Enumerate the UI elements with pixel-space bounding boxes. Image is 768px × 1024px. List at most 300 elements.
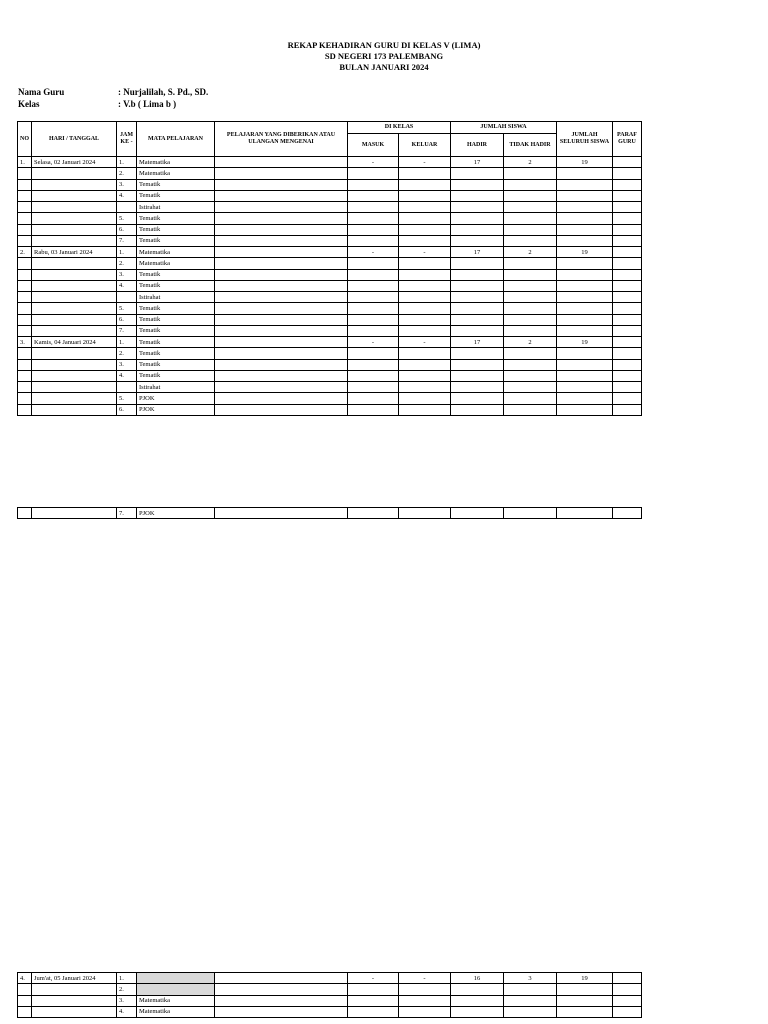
pelajaran-cell bbox=[215, 370, 348, 381]
keluar-cell bbox=[399, 325, 451, 336]
no-cell bbox=[18, 1006, 32, 1017]
date-cell bbox=[32, 348, 117, 359]
table-row bbox=[18, 404, 642, 415]
paraf-cell bbox=[613, 258, 642, 269]
mapel-cell: Matematika bbox=[137, 157, 215, 168]
jam-cell: 5. bbox=[117, 213, 137, 224]
teacher-name-row bbox=[18, 87, 208, 97]
pelajaran-cell bbox=[215, 157, 348, 168]
jam-cell: 2. bbox=[117, 168, 137, 179]
jam-cell: 5. bbox=[117, 303, 137, 314]
date-cell bbox=[32, 269, 117, 280]
col-jam: JAM KE - bbox=[117, 122, 137, 157]
mapel-cell: Tematik bbox=[137, 179, 215, 190]
col-pelajaran: PELAJARAN YANG DIBERIKAN ATAU ULANGAN MENGENAI bbox=[215, 122, 348, 157]
mapel-cell: Istirahat bbox=[137, 292, 215, 303]
masuk-cell bbox=[348, 359, 399, 370]
tidak-hadir-cell bbox=[504, 393, 557, 404]
jumlah-cell bbox=[557, 213, 613, 224]
tidak-hadir-cell bbox=[504, 995, 557, 1006]
pelajaran-cell bbox=[215, 280, 348, 291]
no-cell bbox=[18, 179, 32, 190]
mapel-cell: Istirahat bbox=[137, 382, 215, 393]
title-line-1: REKAP KEHADIRAN GURU DI KELAS V (LIMA) bbox=[287, 40, 481, 50]
jumlah-cell: 19 bbox=[557, 337, 613, 348]
pelajaran-cell bbox=[215, 292, 348, 303]
no-cell bbox=[18, 393, 32, 404]
paraf-cell bbox=[613, 280, 642, 291]
jumlah-cell bbox=[557, 303, 613, 314]
jumlah-cell bbox=[557, 292, 613, 303]
table-row bbox=[18, 190, 642, 201]
paraf-cell bbox=[613, 213, 642, 224]
keluar-cell bbox=[399, 213, 451, 224]
date-cell bbox=[32, 325, 117, 336]
hadir-cell bbox=[451, 179, 504, 190]
keluar-cell bbox=[399, 303, 451, 314]
jumlah-cell bbox=[557, 995, 613, 1006]
mapel-cell: Matematika bbox=[137, 247, 215, 258]
date-cell bbox=[32, 280, 117, 291]
no-cell bbox=[18, 359, 32, 370]
tidak-hadir-cell bbox=[504, 190, 557, 201]
col-hari: HARI / TANGGAL bbox=[32, 122, 117, 157]
table-row bbox=[18, 247, 642, 258]
pelajaran-cell bbox=[215, 314, 348, 325]
masuk-cell bbox=[348, 314, 399, 325]
tidak-hadir-cell: 3 bbox=[504, 973, 557, 984]
jumlah-cell bbox=[557, 280, 613, 291]
mapel-cell bbox=[137, 973, 215, 984]
tidak-hadir-cell bbox=[504, 404, 557, 415]
hadir-cell bbox=[451, 393, 504, 404]
keluar-cell: - bbox=[399, 157, 451, 168]
jam-cell: 4. bbox=[117, 370, 137, 381]
paraf-cell bbox=[613, 382, 642, 393]
paraf-cell bbox=[613, 1006, 642, 1017]
jam-cell: 2. bbox=[117, 984, 137, 995]
paraf-cell bbox=[613, 337, 642, 348]
mapel-cell: Matematika bbox=[137, 1006, 215, 1017]
report-title bbox=[0, 40, 768, 73]
col-paraf: PARAF GURU bbox=[613, 122, 642, 157]
keluar-cell bbox=[399, 235, 451, 246]
class-label: Kelas bbox=[18, 99, 40, 109]
date-cell bbox=[32, 995, 117, 1006]
date-cell bbox=[32, 382, 117, 393]
no-cell bbox=[18, 984, 32, 995]
keluar-cell bbox=[399, 348, 451, 359]
title-line-2: SD NEGERI 173 PALEMBANG bbox=[324, 51, 444, 61]
date-cell bbox=[32, 370, 117, 381]
keluar-cell bbox=[399, 1006, 451, 1017]
hadir-cell bbox=[451, 348, 504, 359]
jumlah-cell bbox=[557, 359, 613, 370]
jam-cell: 6. bbox=[117, 404, 137, 415]
table-row bbox=[18, 235, 642, 246]
paraf-cell bbox=[613, 292, 642, 303]
keluar-cell: - bbox=[399, 973, 451, 984]
tidak-hadir-cell bbox=[504, 984, 557, 995]
jam-cell: 5. bbox=[117, 393, 137, 404]
date-cell bbox=[32, 303, 117, 314]
col-mapel: MATA PELAJARAN bbox=[137, 122, 215, 157]
hadir-cell bbox=[451, 325, 504, 336]
no-cell bbox=[18, 168, 32, 179]
jam-cell bbox=[117, 292, 137, 303]
title-line-3: BULAN JANUARI 2024 bbox=[339, 62, 429, 72]
masuk-cell bbox=[348, 258, 399, 269]
no-cell bbox=[18, 404, 32, 415]
masuk-cell bbox=[348, 348, 399, 359]
pelajaran-cell bbox=[215, 393, 348, 404]
tidak-hadir-cell bbox=[504, 168, 557, 179]
date-cell: Rabu, 03 Januari 2024 bbox=[32, 247, 117, 258]
no-cell bbox=[18, 348, 32, 359]
masuk-cell bbox=[348, 179, 399, 190]
table-row bbox=[18, 213, 642, 224]
class-value: : V.b ( Lima b ) bbox=[118, 99, 177, 109]
tidak-hadir-cell bbox=[504, 348, 557, 359]
jam-cell: 3. bbox=[117, 995, 137, 1006]
table-row bbox=[18, 1006, 642, 1017]
table-row bbox=[18, 348, 642, 359]
jam-cell: 2. bbox=[117, 348, 137, 359]
pelajaran-cell bbox=[215, 325, 348, 336]
paraf-cell bbox=[613, 359, 642, 370]
masuk-cell bbox=[348, 382, 399, 393]
table-row bbox=[18, 382, 642, 393]
date-cell bbox=[32, 190, 117, 201]
paraf-cell bbox=[613, 995, 642, 1006]
col-jumlah-seluruh: JUMLAH SELURUH SISWA bbox=[557, 122, 613, 157]
date-cell: Selasa, 02 Januari 2024 bbox=[32, 157, 117, 168]
tidak-hadir-cell: 2 bbox=[504, 337, 557, 348]
jumlah-cell bbox=[557, 235, 613, 246]
date-cell bbox=[32, 213, 117, 224]
keluar-cell: - bbox=[399, 247, 451, 258]
class-row bbox=[18, 99, 176, 109]
hadir-cell bbox=[451, 370, 504, 381]
pelajaran-cell bbox=[215, 984, 348, 995]
no-cell bbox=[18, 269, 32, 280]
tidak-hadir-cell bbox=[504, 269, 557, 280]
masuk-cell bbox=[348, 370, 399, 381]
keluar-cell bbox=[399, 382, 451, 393]
hadir-cell bbox=[451, 202, 504, 213]
masuk-cell: - bbox=[348, 157, 399, 168]
table-row bbox=[18, 303, 642, 314]
jumlah-cell: 19 bbox=[557, 973, 613, 984]
continuation-table bbox=[17, 507, 642, 519]
date-cell bbox=[32, 314, 117, 325]
jumlah-cell bbox=[557, 224, 613, 235]
tidak-hadir-cell bbox=[504, 213, 557, 224]
keluar-cell bbox=[399, 179, 451, 190]
jam-cell: 3. bbox=[117, 359, 137, 370]
keluar-cell bbox=[399, 359, 451, 370]
keluar-cell bbox=[399, 258, 451, 269]
col-masuk: MASUK bbox=[348, 134, 399, 157]
date-cell bbox=[32, 393, 117, 404]
pelajaran-cell bbox=[215, 190, 348, 201]
tidak-hadir-cell bbox=[504, 292, 557, 303]
pelajaran-cell bbox=[215, 213, 348, 224]
masuk-cell: - bbox=[348, 247, 399, 258]
jumlah-cell bbox=[557, 348, 613, 359]
pelajaran-cell bbox=[215, 168, 348, 179]
tidak-hadir-cell bbox=[504, 1006, 557, 1017]
mapel-cell: Tematik bbox=[137, 213, 215, 224]
jam-cell: 6. bbox=[117, 224, 137, 235]
paraf-cell bbox=[613, 393, 642, 404]
hadir-cell bbox=[451, 235, 504, 246]
tidak-hadir-cell bbox=[504, 280, 557, 291]
tidak-hadir-cell bbox=[504, 179, 557, 190]
mapel-cell: Tematik bbox=[137, 370, 215, 381]
hadir-cell bbox=[451, 984, 504, 995]
keluar-cell bbox=[399, 314, 451, 325]
table-row bbox=[18, 393, 642, 404]
mapel-cell: Tematik bbox=[137, 348, 215, 359]
paraf-cell bbox=[613, 348, 642, 359]
tidak-hadir-cell bbox=[504, 382, 557, 393]
jumlah-cell bbox=[557, 314, 613, 325]
col-tidak-hadir: TIDAK HADIR bbox=[504, 134, 557, 157]
jam-cell: 7. bbox=[117, 325, 137, 336]
pelajaran-cell bbox=[215, 235, 348, 246]
hadir-cell bbox=[451, 224, 504, 235]
mapel-cell: Tematik bbox=[137, 269, 215, 280]
no-cell bbox=[18, 995, 32, 1006]
hadir-cell bbox=[451, 314, 504, 325]
pelajaran-cell bbox=[215, 382, 348, 393]
tidak-hadir-cell bbox=[504, 303, 557, 314]
no-cell bbox=[18, 314, 32, 325]
paraf-cell bbox=[613, 303, 642, 314]
date-cell bbox=[32, 179, 117, 190]
hadir-cell bbox=[451, 303, 504, 314]
jumlah-cell bbox=[557, 325, 613, 336]
col-di-kelas: DI KELAS bbox=[348, 122, 451, 134]
pelajaran-cell bbox=[215, 258, 348, 269]
hadir-cell bbox=[451, 1006, 504, 1017]
pelajaran-cell bbox=[215, 247, 348, 258]
paraf-cell bbox=[613, 314, 642, 325]
tidak-hadir-cell bbox=[504, 325, 557, 336]
hadir-cell bbox=[451, 382, 504, 393]
mapel-cell: PJOK bbox=[137, 393, 215, 404]
date-cell: Kamis, 04 Januari 2024 bbox=[32, 337, 117, 348]
table-row bbox=[18, 224, 642, 235]
tidak-hadir-cell bbox=[504, 370, 557, 381]
jam-cell: 4. bbox=[117, 190, 137, 201]
paraf-cell bbox=[613, 325, 642, 336]
table-row bbox=[18, 337, 642, 348]
masuk-cell bbox=[348, 984, 399, 995]
pelajaran-cell bbox=[215, 973, 348, 984]
jumlah-cell: 19 bbox=[557, 247, 613, 258]
pelajaran-cell bbox=[215, 404, 348, 415]
mapel-cell: Tematik bbox=[137, 235, 215, 246]
paraf-cell bbox=[613, 235, 642, 246]
hadir-cell bbox=[451, 213, 504, 224]
no-cell: 2. bbox=[18, 247, 32, 258]
no-cell bbox=[18, 382, 32, 393]
paraf-cell bbox=[613, 190, 642, 201]
no-cell bbox=[18, 292, 32, 303]
keluar-cell bbox=[399, 280, 451, 291]
mapel-cell: Tematik bbox=[137, 224, 215, 235]
tidak-hadir-cell bbox=[504, 359, 557, 370]
masuk-cell bbox=[348, 404, 399, 415]
pelajaran-cell bbox=[215, 179, 348, 190]
paraf-cell bbox=[613, 370, 642, 381]
jumlah-cell bbox=[557, 984, 613, 995]
mapel-cell: Tematik bbox=[137, 325, 215, 336]
mapel-cell: Matematika bbox=[137, 258, 215, 269]
hadir-cell bbox=[451, 258, 504, 269]
keluar-cell bbox=[399, 393, 451, 404]
jam-cell: 3. bbox=[117, 269, 137, 280]
keluar-cell bbox=[399, 190, 451, 201]
jumlah-cell bbox=[557, 1006, 613, 1017]
table-row bbox=[18, 314, 642, 325]
masuk-cell bbox=[348, 292, 399, 303]
table-row bbox=[18, 292, 642, 303]
pelajaran-cell bbox=[215, 303, 348, 314]
keluar-cell bbox=[399, 995, 451, 1006]
mapel-cell: Tematik bbox=[137, 337, 215, 348]
mapel-cell: Istirahat bbox=[137, 202, 215, 213]
no-cell bbox=[18, 280, 32, 291]
keluar-cell bbox=[399, 224, 451, 235]
no-cell: 1. bbox=[18, 157, 32, 168]
jumlah-cell bbox=[557, 393, 613, 404]
masuk-cell bbox=[348, 303, 399, 314]
keluar-cell bbox=[399, 404, 451, 415]
mapel-cell: Tematik bbox=[137, 314, 215, 325]
mapel-cell: Tematik bbox=[137, 303, 215, 314]
paraf-cell bbox=[613, 404, 642, 415]
no-cell: 3. bbox=[18, 337, 32, 348]
jam-cell bbox=[117, 202, 137, 213]
pelajaran-cell bbox=[215, 348, 348, 359]
no-cell bbox=[18, 213, 32, 224]
date-cell bbox=[32, 984, 117, 995]
table-row bbox=[18, 280, 642, 291]
no-cell bbox=[18, 325, 32, 336]
masuk-cell bbox=[348, 280, 399, 291]
no-cell bbox=[18, 224, 32, 235]
keluar-cell bbox=[399, 292, 451, 303]
col-no: NO bbox=[18, 122, 32, 157]
tidak-hadir-cell: 2 bbox=[504, 157, 557, 168]
date-cell bbox=[32, 1006, 117, 1017]
jam-cell: 6. bbox=[117, 314, 137, 325]
pelajaran-cell bbox=[215, 359, 348, 370]
hadir-cell bbox=[451, 995, 504, 1006]
jam-cell: 3. bbox=[117, 179, 137, 190]
masuk-cell bbox=[348, 1006, 399, 1017]
no-cell: 4. bbox=[18, 973, 32, 984]
jam-cell: 4. bbox=[117, 280, 137, 291]
masuk-cell bbox=[348, 168, 399, 179]
jumlah-cell bbox=[557, 370, 613, 381]
hadir-cell bbox=[451, 404, 504, 415]
jam-cell: 4. bbox=[117, 1006, 137, 1017]
jam-cell: 7. bbox=[117, 235, 137, 246]
teacher-name-label: Nama Guru bbox=[18, 87, 65, 97]
mapel-cell: Matematika bbox=[137, 995, 215, 1006]
masuk-cell bbox=[348, 269, 399, 280]
no-cell bbox=[18, 235, 32, 246]
keluar-cell bbox=[399, 168, 451, 179]
mapel-cell: Tematik bbox=[137, 190, 215, 201]
jumlah-cell bbox=[557, 190, 613, 201]
paraf-cell bbox=[613, 157, 642, 168]
date-cell bbox=[32, 404, 117, 415]
table-row bbox=[18, 359, 642, 370]
date-cell bbox=[32, 168, 117, 179]
tidak-hadir-cell: 2 bbox=[504, 247, 557, 258]
jumlah-cell bbox=[557, 179, 613, 190]
jam-cell: 1. bbox=[117, 247, 137, 258]
table-row bbox=[18, 202, 642, 213]
jam-cell bbox=[117, 382, 137, 393]
paraf-cell bbox=[613, 168, 642, 179]
pelajaran-cell bbox=[215, 337, 348, 348]
pelajaran-cell bbox=[215, 224, 348, 235]
paraf-cell bbox=[613, 179, 642, 190]
hadir-cell bbox=[451, 359, 504, 370]
pelajaran-cell bbox=[215, 995, 348, 1006]
hadir-cell bbox=[451, 269, 504, 280]
masuk-cell bbox=[348, 325, 399, 336]
jam-cell: 1. bbox=[117, 973, 137, 984]
jam-cell: 2. bbox=[117, 258, 137, 269]
jumlah-cell: 19 bbox=[557, 157, 613, 168]
paraf-cell bbox=[613, 247, 642, 258]
tidak-hadir-cell bbox=[504, 258, 557, 269]
date-cell bbox=[32, 292, 117, 303]
no-cell bbox=[18, 370, 32, 381]
jumlah-cell bbox=[557, 382, 613, 393]
attendance-table bbox=[17, 121, 642, 416]
hadir-cell bbox=[451, 292, 504, 303]
table-row bbox=[18, 984, 642, 995]
date-cell bbox=[32, 224, 117, 235]
tidak-hadir-cell bbox=[504, 314, 557, 325]
jumlah-cell bbox=[557, 258, 613, 269]
hadir-cell: 17 bbox=[451, 157, 504, 168]
table-row bbox=[18, 995, 642, 1006]
table-row bbox=[18, 973, 642, 984]
jumlah-cell bbox=[557, 202, 613, 213]
masuk-cell bbox=[348, 224, 399, 235]
keluar-cell: - bbox=[399, 337, 451, 348]
pelajaran-cell bbox=[215, 1006, 348, 1017]
teacher-name-value: : Nurjalilah, S. Pd., SD. bbox=[118, 87, 209, 97]
hadir-cell bbox=[451, 190, 504, 201]
tidak-hadir-cell bbox=[504, 224, 557, 235]
mapel-cell: Tematik bbox=[137, 280, 215, 291]
hadir-cell: 16 bbox=[451, 973, 504, 984]
table-row bbox=[18, 157, 642, 168]
col-hadir: HADIR bbox=[451, 134, 504, 157]
col-jumlah-siswa: JUMLAH SISWA bbox=[451, 122, 557, 134]
table-row bbox=[18, 508, 642, 519]
